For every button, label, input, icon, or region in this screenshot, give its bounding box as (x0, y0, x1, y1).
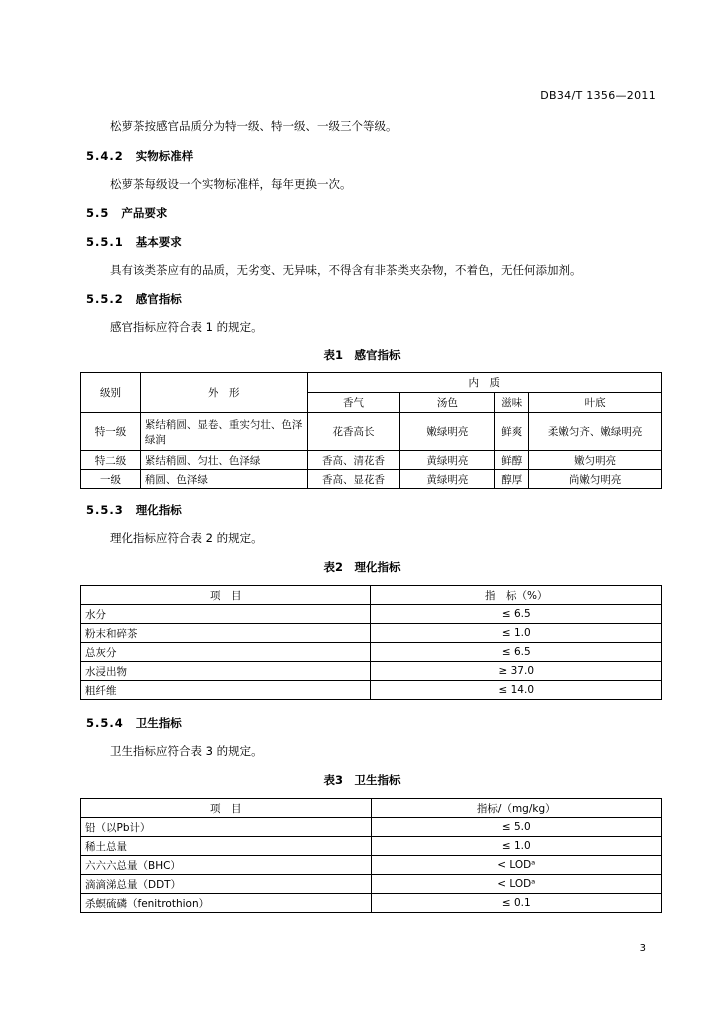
cell-value: ≤ 1.0 (371, 624, 662, 643)
section-title: 卫生指标 (135, 716, 182, 730)
cell-item: 粉末和碎茶 (81, 624, 371, 643)
header-value: 指 标（%） (371, 586, 662, 605)
cell-leaf: 柔嫩匀齐、嫩绿明亮 (529, 413, 662, 451)
table-row (81, 837, 662, 856)
cell-leaf: 嫩匀明亮 (529, 451, 662, 470)
table-row (81, 894, 662, 913)
intro-paragraph: 松萝茶按感官品质分为特一级、特一级、一级三个等级。 (110, 119, 398, 133)
paragraph-5-4-2: 松萝茶每级设一个实物标准样，每年更换一次。 (110, 177, 352, 191)
section-number: 5.5 (86, 206, 110, 220)
cell-grade: 特二级 (81, 451, 141, 470)
section-number: 5.5.4 (86, 716, 124, 730)
table-row (81, 413, 662, 451)
table-row (81, 470, 662, 489)
heading-5-5-3 (86, 502, 182, 518)
section-title: 理化指标 (135, 503, 182, 517)
cell-grade: 特一级 (81, 413, 141, 451)
cell-item: 水浸出物 (81, 662, 371, 681)
cell-aroma: 花香高长 (307, 413, 400, 451)
cell-liquor: 嫩绿明亮 (400, 413, 495, 451)
header-grade: 级别 (81, 373, 141, 413)
paragraph-5-5-3: 理化指标应符合表 2 的规定。 (110, 531, 263, 545)
cell-taste: 鲜爽 (495, 413, 529, 451)
cell-item: 铅（以Pb计） (81, 818, 372, 837)
table-row (81, 624, 662, 643)
header-item: 项 目 (81, 586, 371, 605)
cell-item: 滴滴涕总量（DDT） (81, 875, 372, 894)
document-code: DB34/T 1356—2011 (540, 89, 656, 102)
section-title: 感官指标 (135, 292, 182, 306)
cell-item: 水分 (81, 605, 371, 624)
section-number: 5.4.2 (86, 149, 124, 163)
table-row (81, 681, 662, 700)
hygiene-table (80, 798, 662, 913)
cell-liquor: 黄绿明亮 (400, 451, 495, 470)
cell-liquor: 黄绿明亮 (400, 470, 495, 489)
heading-5-5-1 (86, 234, 182, 250)
cell-appearance: 紧结稍圆、匀壮、色泽绿 (140, 451, 307, 470)
cell-aroma: 香高、显花香 (307, 470, 400, 489)
cell-value: ≤ 14.0 (371, 681, 662, 700)
heading-5-5-2 (86, 291, 182, 307)
table3-caption: 表3 卫生指标 (323, 773, 401, 787)
section-number: 5.5.1 (86, 235, 124, 249)
heading-5-4-2 (86, 148, 193, 164)
table-header-row (81, 373, 662, 393)
cell-item: 粗纤维 (81, 681, 371, 700)
cell-appearance: 稍圆、色泽绿 (140, 470, 307, 489)
cell-value: ≤ 6.5 (371, 643, 662, 662)
heading-5-5-4 (86, 715, 182, 731)
table2-caption: 表2 理化指标 (323, 560, 401, 574)
section-title: 实物标准样 (135, 149, 194, 163)
table-row (81, 818, 662, 837)
header-aroma: 香气 (307, 393, 400, 413)
table-row (81, 856, 662, 875)
header-taste: 滋味 (495, 393, 529, 413)
table-row (81, 605, 662, 624)
header-value: 指标/（mg/kg） (371, 799, 661, 818)
cell-value: ≥ 37.0 (371, 662, 662, 681)
cell-leaf: 尚嫩匀明亮 (529, 470, 662, 489)
section-number: 5.5.2 (86, 292, 124, 306)
table-header-row (81, 586, 662, 605)
cell-taste: 鲜醇 (495, 451, 529, 470)
heading-5-5 (86, 205, 167, 221)
cell-item: 六六六总量（BHC） (81, 856, 372, 875)
paragraph-5-5-1: 具有该类茶应有的品质，无劣变、无异味，不得含有非茶类夹杂物，不着色，无任何添加剂。 (110, 263, 582, 277)
cell-taste: 醇厚 (495, 470, 529, 489)
cell-value: ≤ 6.5 (371, 605, 662, 624)
cell-aroma: 香高、清花香 (307, 451, 400, 470)
header-appearance: 外 形 (140, 373, 307, 413)
header-inner-quality: 内 质 (307, 373, 661, 393)
sensory-table (80, 372, 662, 489)
paragraph-5-5-2: 感官指标应符合表 1 的规定。 (110, 320, 263, 334)
table-row (81, 451, 662, 470)
header-item: 项 目 (81, 799, 372, 818)
header-liquor: 汤色 (400, 393, 495, 413)
cell-value: < LODᵃ (371, 856, 661, 875)
cell-appearance: 紧结稍圆、显卷、重实匀壮、色泽绿润 (140, 413, 307, 451)
physicochemical-table (80, 585, 662, 700)
cell-item: 总灰分 (81, 643, 371, 662)
table-header-row (81, 799, 662, 818)
page-number: 3 (639, 943, 646, 954)
header-leaf: 叶底 (529, 393, 662, 413)
section-title: 基本要求 (135, 235, 182, 249)
cell-value: ≤ 5.0 (371, 818, 661, 837)
cell-grade: 一级 (81, 470, 141, 489)
cell-value: ≤ 1.0 (371, 837, 661, 856)
paragraph-5-5-4: 卫生指标应符合表 3 的规定。 (110, 744, 263, 758)
table-row (81, 662, 662, 681)
table-row (81, 643, 662, 662)
cell-item: 杀螟硫磷（fenitrothion） (81, 894, 372, 913)
table-row (81, 875, 662, 894)
section-number: 5.5.3 (86, 503, 124, 517)
cell-value: < LODᵃ (371, 875, 661, 894)
cell-value: ≤ 0.1 (371, 894, 661, 913)
table1-caption: 表1 感官指标 (323, 348, 401, 362)
section-title: 产品要求 (121, 206, 168, 220)
cell-item: 稀土总量 (81, 837, 372, 856)
